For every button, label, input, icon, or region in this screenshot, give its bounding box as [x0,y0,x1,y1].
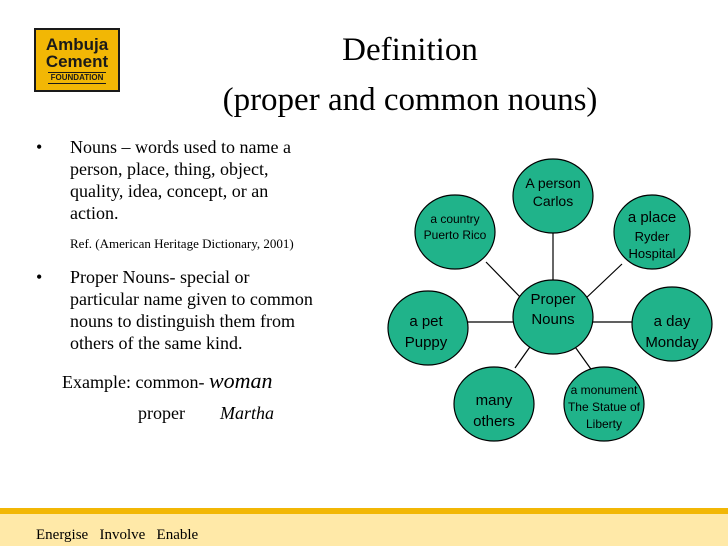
node-pet-line: a pet [409,313,443,330]
example-proper-label: proper [138,403,185,423]
ambuja-logo [34,28,120,92]
example-common [62,370,273,393]
bullet-1-line: person, place, thing, object, [70,159,269,179]
node-person [513,159,593,233]
node-monument-line: a monument [570,383,638,397]
example-proper-word: Martha [220,403,274,423]
node-place-line: Ryder [634,229,670,244]
logo-word-3: FOUNDATION [48,72,107,84]
node-pet [388,291,468,365]
node-monument-line: Liberty [585,417,623,431]
bullet-1-line: Nouns – words used to name a [70,137,291,157]
bullet-marker-2: • [36,267,43,287]
connector-place [584,264,622,300]
footer-slogan: Energise Involve Enable [36,527,199,543]
node-country [415,195,495,269]
logo-word-1: Ambuja [45,35,109,54]
connector-monument [573,344,593,372]
example-prefix: Example: common- [62,372,205,392]
node-day-line: Monday [645,334,699,351]
bullet-text-2 [70,266,360,354]
node-country-line: Puerto Rico [423,228,487,242]
node-person-line: A person [525,175,581,191]
reference-citation: Ref. (American Heritage Dictionary, 2001) [70,236,294,251]
title-line-2: (proper and common nouns) [222,82,598,118]
bullet-2-line: particular name given to common [70,289,313,309]
node-center [513,280,593,354]
title-line-1: Definition [342,32,478,68]
node-country-line: a country [430,212,480,226]
logo-word-2: Cement [45,52,109,71]
bullet-1-line: quality, idea, concept, or an [70,181,269,201]
noun-diagram [370,150,728,450]
node-day [632,287,712,361]
connector-country [486,262,523,300]
node-day-line: a day [653,313,691,330]
node-monument [564,367,644,441]
node-monument-line: The Statue of [567,400,641,414]
bullet-2-line: nouns to distinguish them from [70,311,295,331]
bullet-2-line: Proper Nouns- special or [70,267,250,287]
node-center-line: Nouns [531,311,575,328]
node-many-line: others [473,413,515,430]
example-common-word: woman [208,368,273,393]
bullet-text-1 [70,136,360,224]
node-place-line: a place [627,209,677,226]
node-pet-line: Puppy [404,334,448,351]
node-place-line: Hospital [628,246,676,261]
node-place [614,195,690,269]
node-many-line: many [475,392,513,409]
node-many [454,367,534,441]
node-person-line: Carlos [532,193,574,209]
bullet-1-line: action. [70,203,119,223]
bullet-2-line: others of the same kind. [70,333,243,353]
node-center-line: Proper [530,291,576,308]
bullet-marker-1: • [36,137,43,157]
footer-bar [0,508,728,546]
